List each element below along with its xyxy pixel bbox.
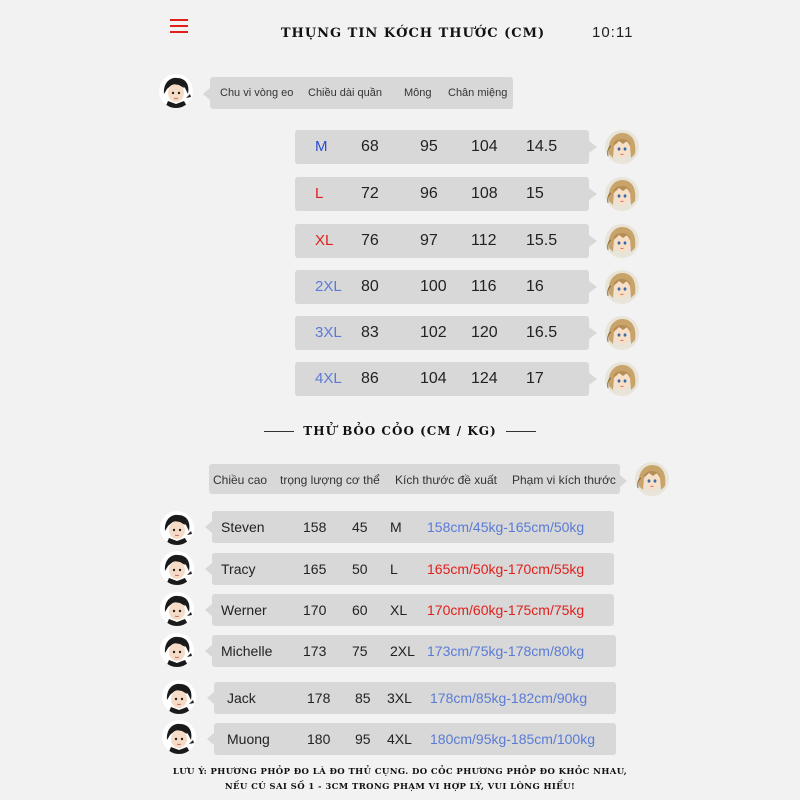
hem-value: 14.5: [526, 138, 558, 155]
hem-value: 15: [526, 185, 544, 202]
waist-value: 80: [361, 278, 379, 295]
person-weight: 75: [352, 643, 368, 659]
person-row: [214, 682, 616, 714]
size-label: 2XL: [315, 278, 342, 295]
header-size-range: Phạm vi kích thước: [512, 473, 616, 487]
size-row-3xl: [295, 316, 589, 350]
size-row-xl: [295, 224, 589, 258]
header-weight: trọng lượng cơ thể: [280, 473, 380, 487]
person-weight: 60: [352, 602, 368, 618]
boy-avatar-icon: [159, 74, 193, 108]
header-hip: Mông: [404, 87, 432, 99]
girl-avatar-icon: [605, 316, 639, 350]
divider: [264, 431, 294, 432]
person-size: XL: [390, 602, 408, 618]
person-size: 2XL: [390, 643, 415, 659]
boy-avatar-icon: [162, 720, 196, 754]
person-size-range: 170cm/60kg-175cm/75kg: [427, 602, 585, 618]
length-value: 104: [420, 370, 447, 387]
length-value: 100: [420, 278, 447, 295]
waist-value: 76: [361, 232, 379, 249]
person-size: 4XL: [387, 731, 412, 747]
girl-avatar-icon: [605, 130, 639, 164]
size-label: M: [315, 138, 328, 155]
boy-avatar-icon: [160, 633, 194, 667]
size-row-2xl: [295, 270, 589, 304]
person-row: [212, 553, 614, 585]
header-recommended-size: Kích thước đề xuất: [395, 473, 497, 487]
person-height: 170: [303, 602, 327, 618]
hip-value: 120: [471, 324, 498, 341]
length-value: 95: [420, 138, 438, 155]
person-row: [214, 723, 616, 755]
waist-value: 83: [361, 324, 379, 341]
waist-value: 72: [361, 185, 379, 202]
size-label: XL: [315, 232, 334, 249]
person-row: [212, 594, 614, 626]
girl-avatar-icon: [635, 462, 669, 496]
hip-value: 112: [471, 232, 497, 249]
status-clock: 10:11: [592, 24, 634, 41]
waist-value: 86: [361, 370, 379, 387]
boy-avatar-icon: [160, 551, 194, 585]
measurement-note: LƯU Ý: PHƯƠNG PHỎP ĐO LÀ ĐO THỦ CỤNG. DO CỎC PHƯƠNG PHỎP ĐO KHỎC NHAU, NẾU CÚ SAI SỐ 1 - 3CM TRONG PHẠM VI HỢP LÝ, VUI LÒNG HIỂU!: [172, 767, 628, 792]
person-size: M: [390, 519, 402, 535]
person-size-range: 173cm/75kg-178cm/80kg: [427, 643, 585, 659]
hem-value: 17: [526, 370, 544, 387]
header-height: Chiều cao: [213, 473, 268, 487]
hem-value: 15.5: [526, 232, 558, 249]
try-section-title: THỬ BỎO CỎO (CM / KG): [0, 424, 800, 438]
boy-avatar-icon: [160, 592, 194, 626]
header-length: Chiều dài quần: [308, 87, 383, 99]
size-label: 3XL: [315, 324, 342, 341]
person-height: 180: [307, 731, 331, 747]
header-waist: Chu vi vòng eo: [220, 87, 294, 99]
hip-value: 116: [471, 278, 497, 295]
person-weight: 95: [355, 731, 371, 747]
hip-value: 124: [471, 370, 498, 387]
boy-avatar-icon: [160, 511, 194, 545]
length-value: 96: [420, 185, 438, 202]
person-name: Werner: [221, 602, 267, 618]
person-weight: 50: [352, 561, 368, 577]
waist-value: 68: [361, 138, 379, 155]
girl-avatar-icon: [605, 270, 639, 304]
hip-value: 104: [471, 138, 498, 155]
header-hem: Chân miệng: [448, 87, 508, 99]
person-height: 158: [303, 519, 327, 535]
person-height: 173: [303, 643, 327, 659]
person-height: 165: [303, 561, 327, 577]
person-weight: 45: [352, 519, 368, 535]
size-label: 4XL: [315, 370, 342, 387]
person-weight: 85: [355, 690, 371, 706]
person-name: Jack: [227, 690, 256, 706]
hem-value: 16: [526, 278, 544, 295]
size-row-4xl: [295, 362, 589, 396]
page-title: THỤNG TIN KỚCH THƯỚC (CM): [280, 26, 546, 41]
girl-avatar-icon: [605, 177, 639, 211]
person-size: 3XL: [387, 690, 412, 706]
size-label: L: [315, 185, 324, 202]
person-height: 178: [307, 690, 331, 706]
size-row-l: [295, 177, 589, 211]
length-value: 97: [420, 232, 438, 249]
person-row: [212, 511, 614, 543]
person-size-range: 165cm/50kg-170cm/55kg: [427, 561, 585, 577]
try-header-bubble: [209, 464, 620, 494]
divider: [506, 431, 536, 432]
person-size-range: 180cm/95kg-185cm/100kg: [430, 731, 595, 747]
person-size: L: [390, 561, 398, 577]
person-size-range: 158cm/45kg-165cm/50kg: [427, 519, 585, 535]
hip-value: 108: [471, 185, 498, 202]
person-name: Steven: [221, 519, 265, 535]
person-size-range: 178cm/85kg-182cm/90kg: [430, 690, 588, 706]
size-row-m: [295, 130, 589, 164]
measure-header-bubble: [210, 77, 513, 109]
girl-avatar-icon: [605, 362, 639, 396]
length-value: 102: [420, 324, 447, 341]
girl-avatar-icon: [605, 224, 639, 258]
person-name: Michelle: [221, 643, 273, 659]
person-name: Muong: [227, 731, 270, 747]
boy-avatar-icon: [162, 680, 196, 714]
person-row: [212, 635, 616, 667]
person-name: Tracy: [221, 561, 256, 577]
hem-value: 16.5: [526, 324, 558, 341]
